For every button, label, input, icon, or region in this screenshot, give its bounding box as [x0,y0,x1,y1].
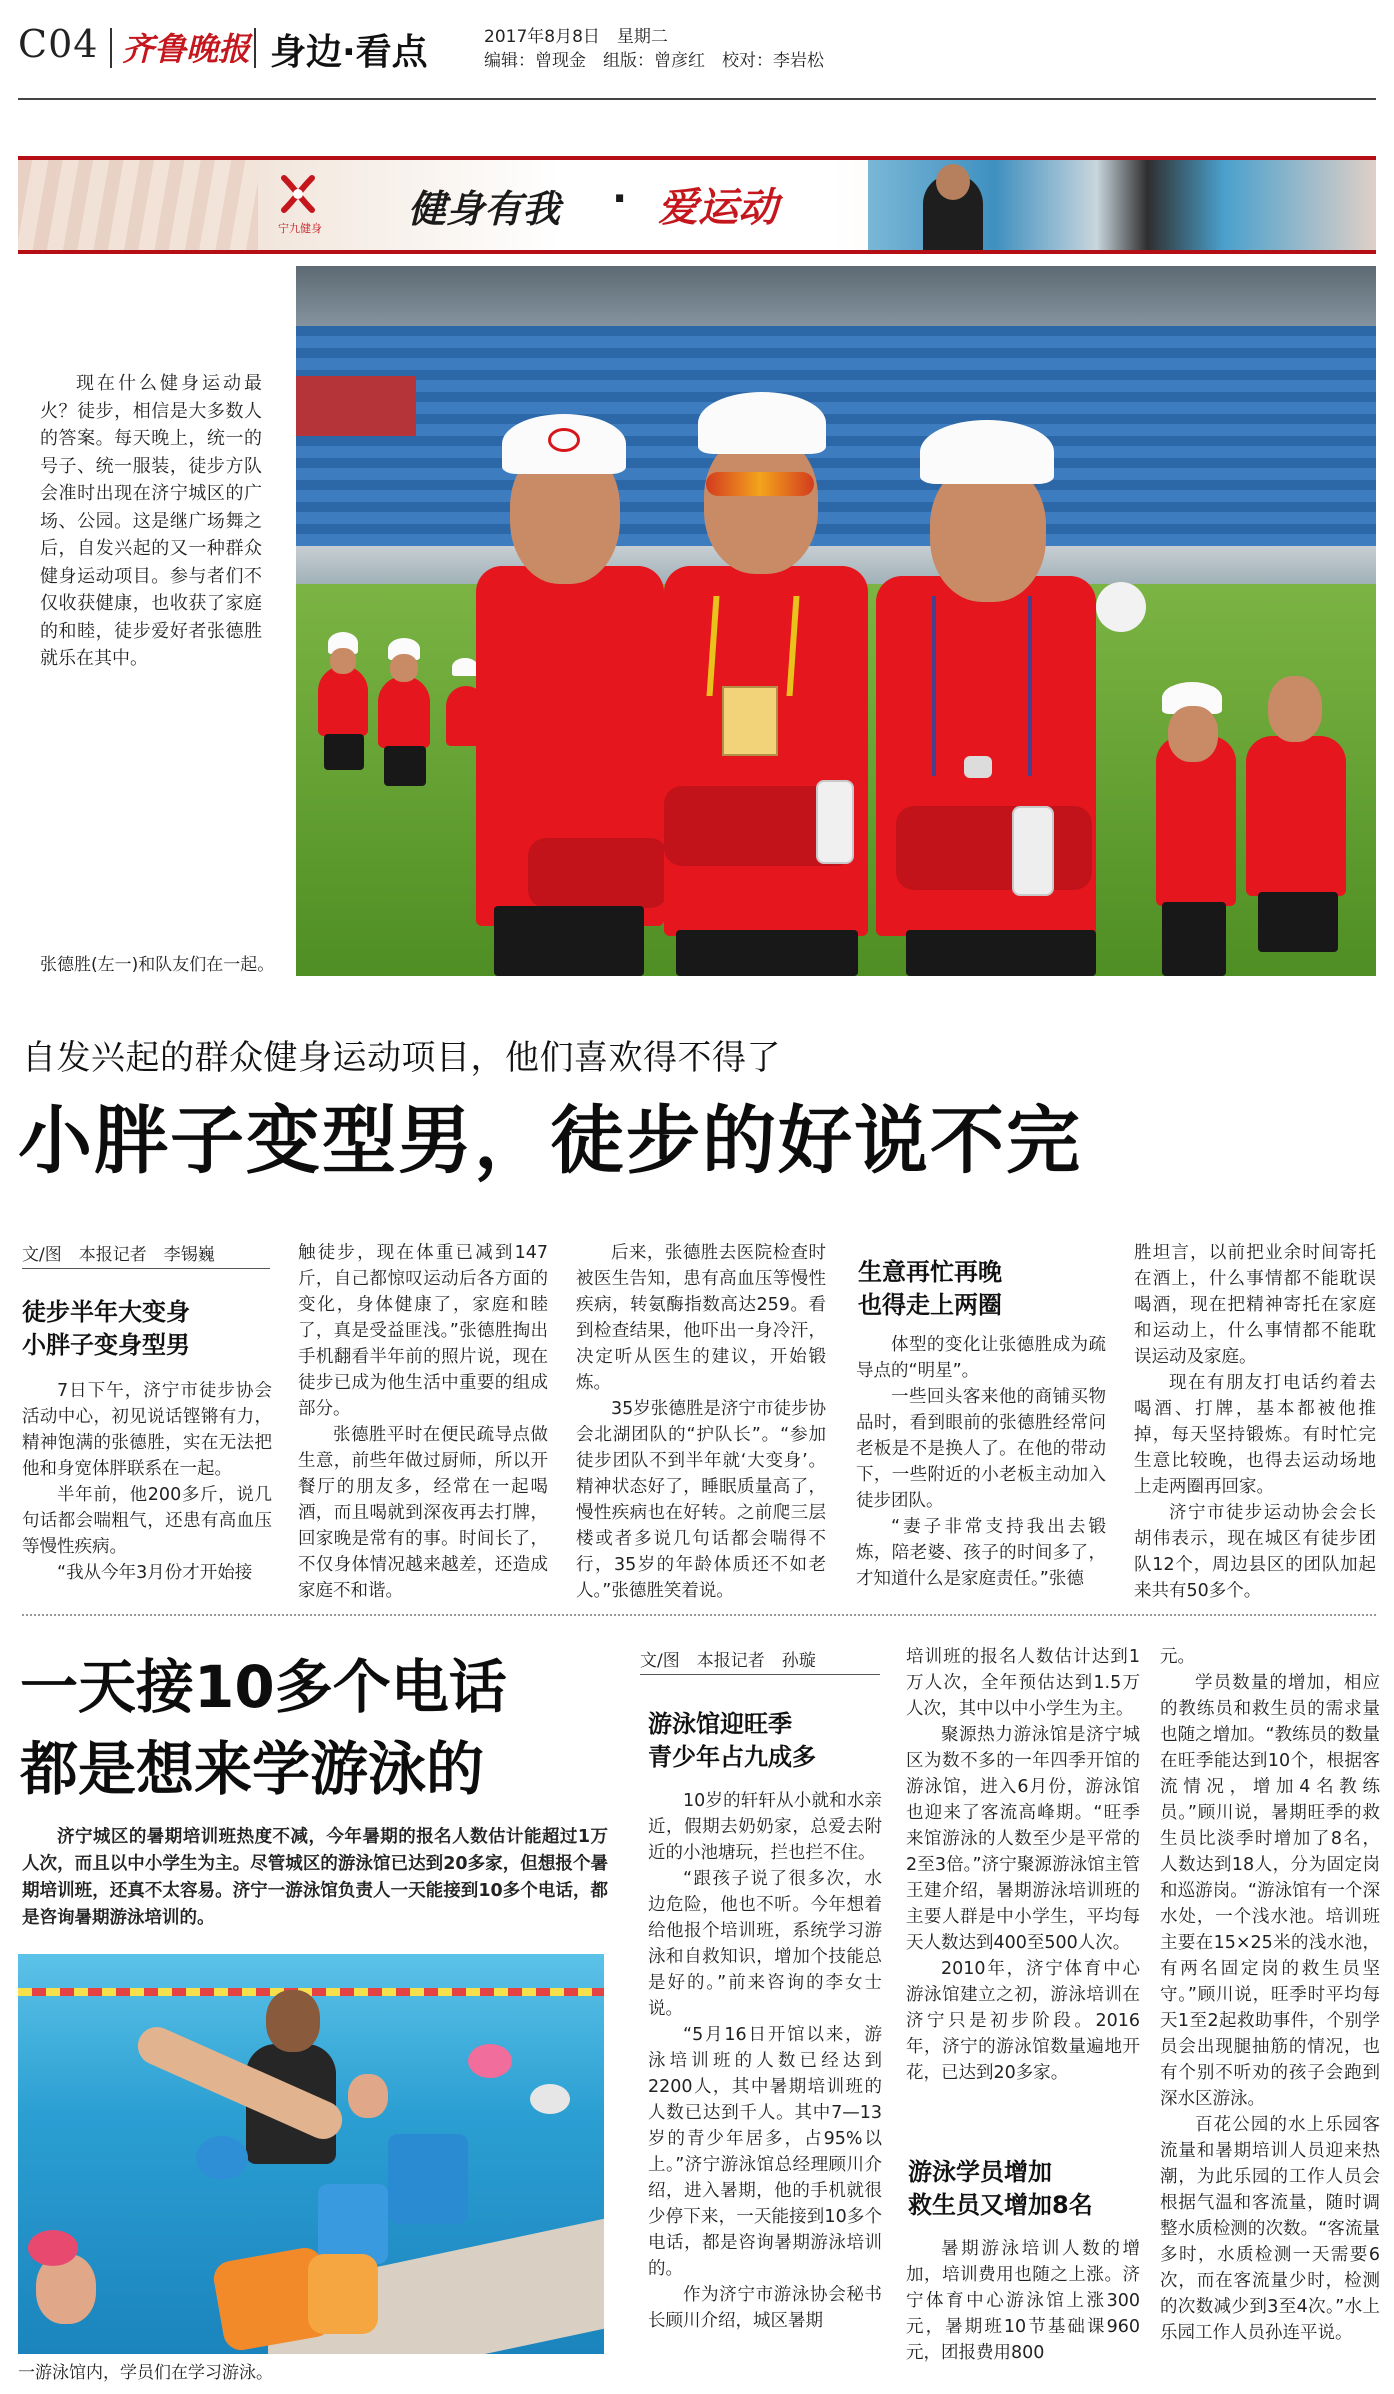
story1-col5 [1134,1240,1376,1604]
story2-col2 [906,1644,1140,2086]
story2-col3 [1160,1644,1380,2346]
story2-col1-subhead: 游泳馆迎旺季 青少年占九成多 [648,1710,816,1771]
background-hiker [330,648,356,674]
masthead-rule [18,98,1376,100]
paragraph: 半年前，他200多斤，说几句话都会喘粗气，还患有高血压等慢性疾病。 [22,1485,272,1557]
child-swimmer [348,2074,388,2118]
editor-credits: 编辑：曾现金 组版：曾彦红 校对：李岩松 [484,51,824,71]
story1-col4-subhead: 生意再忙再晚 也得走上两圈 [858,1258,1002,1319]
waist-pack [528,838,668,908]
lanyard [707,596,800,696]
background-hiker [318,666,368,736]
background-hiker [1246,736,1346,896]
paragraph: 作为济宁市游泳协会秘书长顾川介绍，城区暑期 [648,2285,882,2331]
waist-pack [896,806,1092,890]
coach-face [266,1990,320,2052]
child-swim-cap [468,2044,512,2078]
paragraph: 胜坦言，以前把业余时间寄托在酒上，什么事情都不能耽误喝酒，现在把精神寄托在家庭和运动上，什么事情都不能耽误运动及家庭。 [1134,1243,1376,1367]
story2-byline: 文/图 本报记者 孙璇 [640,1651,816,1671]
child-swim-cap [530,2084,570,2114]
background-hiker [390,654,418,682]
paragraph: 学员数量的增加，相应的教练员和救生员的需求量也随之增加。“教练员的数量在旺季能达到10个，根据客流情况，增加4名教练员。”顾川说，暑期旺季的救生员比淡季时增加了8名，人数达到18人，分为固定岗和巡游岗。“游泳馆有一个深水处，一个浅水池。培训班主要在15×25米的浅水池，有两名固定岗的救生员坚守。”顾川说，旺季时平均每天1至2起救助事件，个别学员会出现腿抽筋的情况，也有个别不听劝的孩子会跑到深水区游泳。 [1160,1673,1380,2109]
paragraph: 百花公园的水上乐园客流量和暑期培训人员迎来热潮，为此乐园的工作人员会根据气温和客流量，随时调整水质检测的次数。“客流量多时，水质检测一天需要6次，而在客流量少时，检测的次数减少到3至4次。”水上乐园工作人员孙连平说。 [1160,2115,1380,2343]
section-title: 身边·看点 [270,32,428,73]
story2-col1 [648,1788,882,2334]
swimming-pool-photo [18,1954,604,2354]
story1-col3 [576,1240,826,1604]
paragraph: 培训班的报名人数估计达到1万人次，全年预估达到1.5万人次，其中以中小学生为主。 [906,1647,1140,1719]
banner-swimmers-left [18,160,258,250]
arm-float [308,2254,378,2334]
hiker-cap [698,392,826,454]
story2-col2-after [906,2236,1140,2366]
glove [1096,582,1146,632]
intro-paragraph: 现在什么健身运动最火？徒步，相信是大多数人的答案。每天晚上，统一的号子、统一服装，徒步方队会准时出现在济宁城区的广场、公园。这是继广场舞之后，自发兴起的又一种群众健身运动项目。参与者们不仅收获健康，也收获了家庭的和睦，徒步爱好者张德胜就乐在其中。 [40,373,262,669]
issue-date: 2017年8月8日 星期二 [484,27,668,47]
banner-slogan-2: 爱运动 [658,184,778,231]
story2-headline-line1: 一天接10多个电话 [20,1653,507,1721]
story1-col4 [856,1332,1106,1592]
pool-lane-rope [18,1988,604,1996]
paragraph: “5月16日开馆以来，游泳培训班的人数已经达到2200人，其中暑期培训班的人数已达到千人。其中7—13岁的青少年居多，占95%以上。”济宁游泳馆总经理顾川介绍，进入暑期，他的手机就很少停下来，一天能接到10多个电话，都是咨询暑期游泳培训的。 [648,2025,882,2279]
column-banner [18,156,1376,254]
paragraph: 元。 [1160,1647,1195,1667]
paper-name: 齐鲁晚报 [122,30,251,68]
stadium-stands [296,326,1376,556]
sunglasses [706,472,814,496]
background-hiker [1268,676,1322,742]
paragraph: 35岁张德胜是济宁市徒步协会北湖团队的“护队长”。“参加徒步团队不到半年就‘大变身’。精神状态好了，睡眠质量高了，慢性疾病也在好转。之前爬三层楼或者多说几句话都会喘得不行，35岁的年龄体质还不如老人。”张德胜笑着说。 [576,1399,826,1601]
masthead-divider [110,28,112,68]
story1-photo-caption: 张德胜(左一)和队友们在一起。 [40,955,275,975]
story1-col2 [298,1240,548,1604]
story2-col2-subhead: 游泳学员增加 救生员又增加8名 [908,2158,1093,2219]
water-bottle [816,780,854,864]
paragraph: 7日下午，济宁市徒步协会活动中心，初见说话铿锵有力，精神饱满的张德胜，实在无法把他和身宽体胖联系在一起。 [22,1381,272,1479]
swim-cap [196,2136,248,2180]
story1-kicker: 自发兴起的群众健身运动项目，他们喜欢得不得了 [22,1038,781,1078]
paragraph: “我从今年3月份才开始接 [57,1563,253,1583]
float-board [388,2134,468,2224]
background-hiker [1258,892,1338,952]
paragraph: 济宁市徒步运动协会会长胡伟表示，现在城区有徒步团队12个，周边县区的团队加起来共有50多个。 [1134,1503,1376,1601]
background-hiker [452,658,478,676]
hiker-pants [906,930,1096,976]
background-hiker [324,734,364,770]
lead-paragraph: 济宁城区的暑期培训班热度不减，今年暑期的报名人数估计能超过1万人次，而且以中小学生为主。尽管城区的游泳馆已达到20多家，但想报个暑期培训班，还真不太容易。济宁一游泳馆负责人一天能接到10多个电话，都是咨询暑期游泳培训的。 [22,1827,608,1928]
paragraph: “跟孩子说了很多次，水边危险，他也不听。今年想着给他报个培训班，系统学习游泳和自救知识，增加个技能总是好的。”前来咨询的李女士说。 [648,1869,882,2019]
hiker-cap [920,420,1054,484]
background-hiker [384,746,426,786]
section-divider [22,1614,1376,1616]
float-board [318,2184,388,2264]
paragraph: “妻子非常支持我出去锻炼，陪老婆、孩子的时间多了，才知道什么是家庭责任。”张德 [856,1517,1106,1589]
lanyard [932,596,1032,776]
banner-person [936,164,970,200]
story1-col1-subhead: 徒步半年大变身 小胖子变身型男 [22,1298,190,1359]
background-hiker [1162,902,1226,976]
banner-slogan-1: 健身有我 [408,186,561,231]
whistle [964,756,992,778]
paragraph: 后来，张德胜去医院检查时被医生告知，患有高血压等慢性疾病，转氨酶指数高达259。看到检查结果，他吓出一身冷汗，决定听从医生的建议，开始锻炼。 [576,1243,826,1393]
paragraph: 暑期游泳培训人数的增加，培训费用也随之上涨。济宁体育中心游泳馆上涨300元，暑期班10节基础课960元，团报费用800 [906,2239,1140,2363]
background-hiker [1168,706,1218,762]
story1-col1 [22,1378,272,1586]
masthead [0,0,1394,80]
id-badge [722,686,778,756]
story1-headline: 小胖子变型男，徒步的好说不完 [18,1098,1082,1184]
byline-rule [640,1674,880,1675]
paragraph: 2010年，济宁体育中心游泳馆建立之初，游泳培训在济宁只是初步阶段。2016年，济宁的游泳馆数量遍地开花，已达到20多家。 [906,1959,1140,2083]
byline-rule [22,1268,270,1269]
banner-logo-text: 宁九健身 [278,222,322,235]
hiker-pants [676,930,858,976]
banner-logo-icon [276,172,320,216]
story2-headline-line2: 都是想来学游泳的 [20,1735,485,1803]
story1-byline: 文/图 本报记者 李锡巍 [22,1245,215,1265]
paragraph: 一些回头客来他的商铺买物品时，看到眼前的张德胜经常问老板是不是换人了。在他的带动下，一些附近的小老板主动加入徒步团队。 [856,1387,1106,1511]
story2-photo-caption: 一游泳馆内，学员们在学习游泳。 [18,2363,273,2383]
cap-logo-icon [548,428,580,452]
paragraph: 聚源热力游泳馆是济宁城区为数不多的一年四季开馆的游泳馆，进入6月份，游泳馆也迎来了客流高峰期。“旺季来馆游泳的人数至少是平常的2至3倍。”济宁聚源游泳馆主管王建介绍，暑期游泳培训班的主要人群是中小学生，平均每天人数达到400至500人次。 [906,1725,1140,1953]
hikers-photo [296,266,1376,976]
banner-slogan-dot: · [612,176,628,222]
child-swim-cap [28,2230,78,2266]
paragraph: 张德胜平时在便民疏导点做生意，前些年做过厨师，所以开餐厅的朋友多，经常在一起喝酒，而且喝就到深夜再去打牌，回家晚是常有的事。时间长了，不仅身体情况越来越差，还造成家庭不和谐。 [298,1425,548,1601]
paragraph: 体型的变化让张德胜成为疏导点的“明星”。 [856,1335,1106,1381]
water-bottle [1012,806,1054,896]
hiker-face [704,434,818,574]
story2-lead [22,1824,608,1932]
hiker-pants [494,906,644,976]
paragraph: 现在有朋友打电话约着去喝酒、打牌，基本都被他推掉，每天坚持锻炼。有时忙完生意比较晚，也得去运动场地上走两圈再回家。 [1134,1373,1376,1497]
masthead-divider [254,28,256,68]
background-hiker [378,676,430,748]
stadium-red-seats [296,376,416,436]
page-number: C04 [18,22,99,66]
paragraph: 触徒步，现在体重已减到147斤，自己都惊叹运动后各方面的变化，身体健康了，家庭和睦了，真是受益匪浅。”张德胜掏出手机翻看半年前的照片说，现在徒步已成为他生活中重要的组成部分。 [298,1243,548,1419]
story1-intro [40,370,262,673]
paragraph: 10岁的轩轩从小就和水亲近，假期去奶奶家，总爱去附近的小池塘玩，拦也拦不住。 [648,1791,882,1863]
